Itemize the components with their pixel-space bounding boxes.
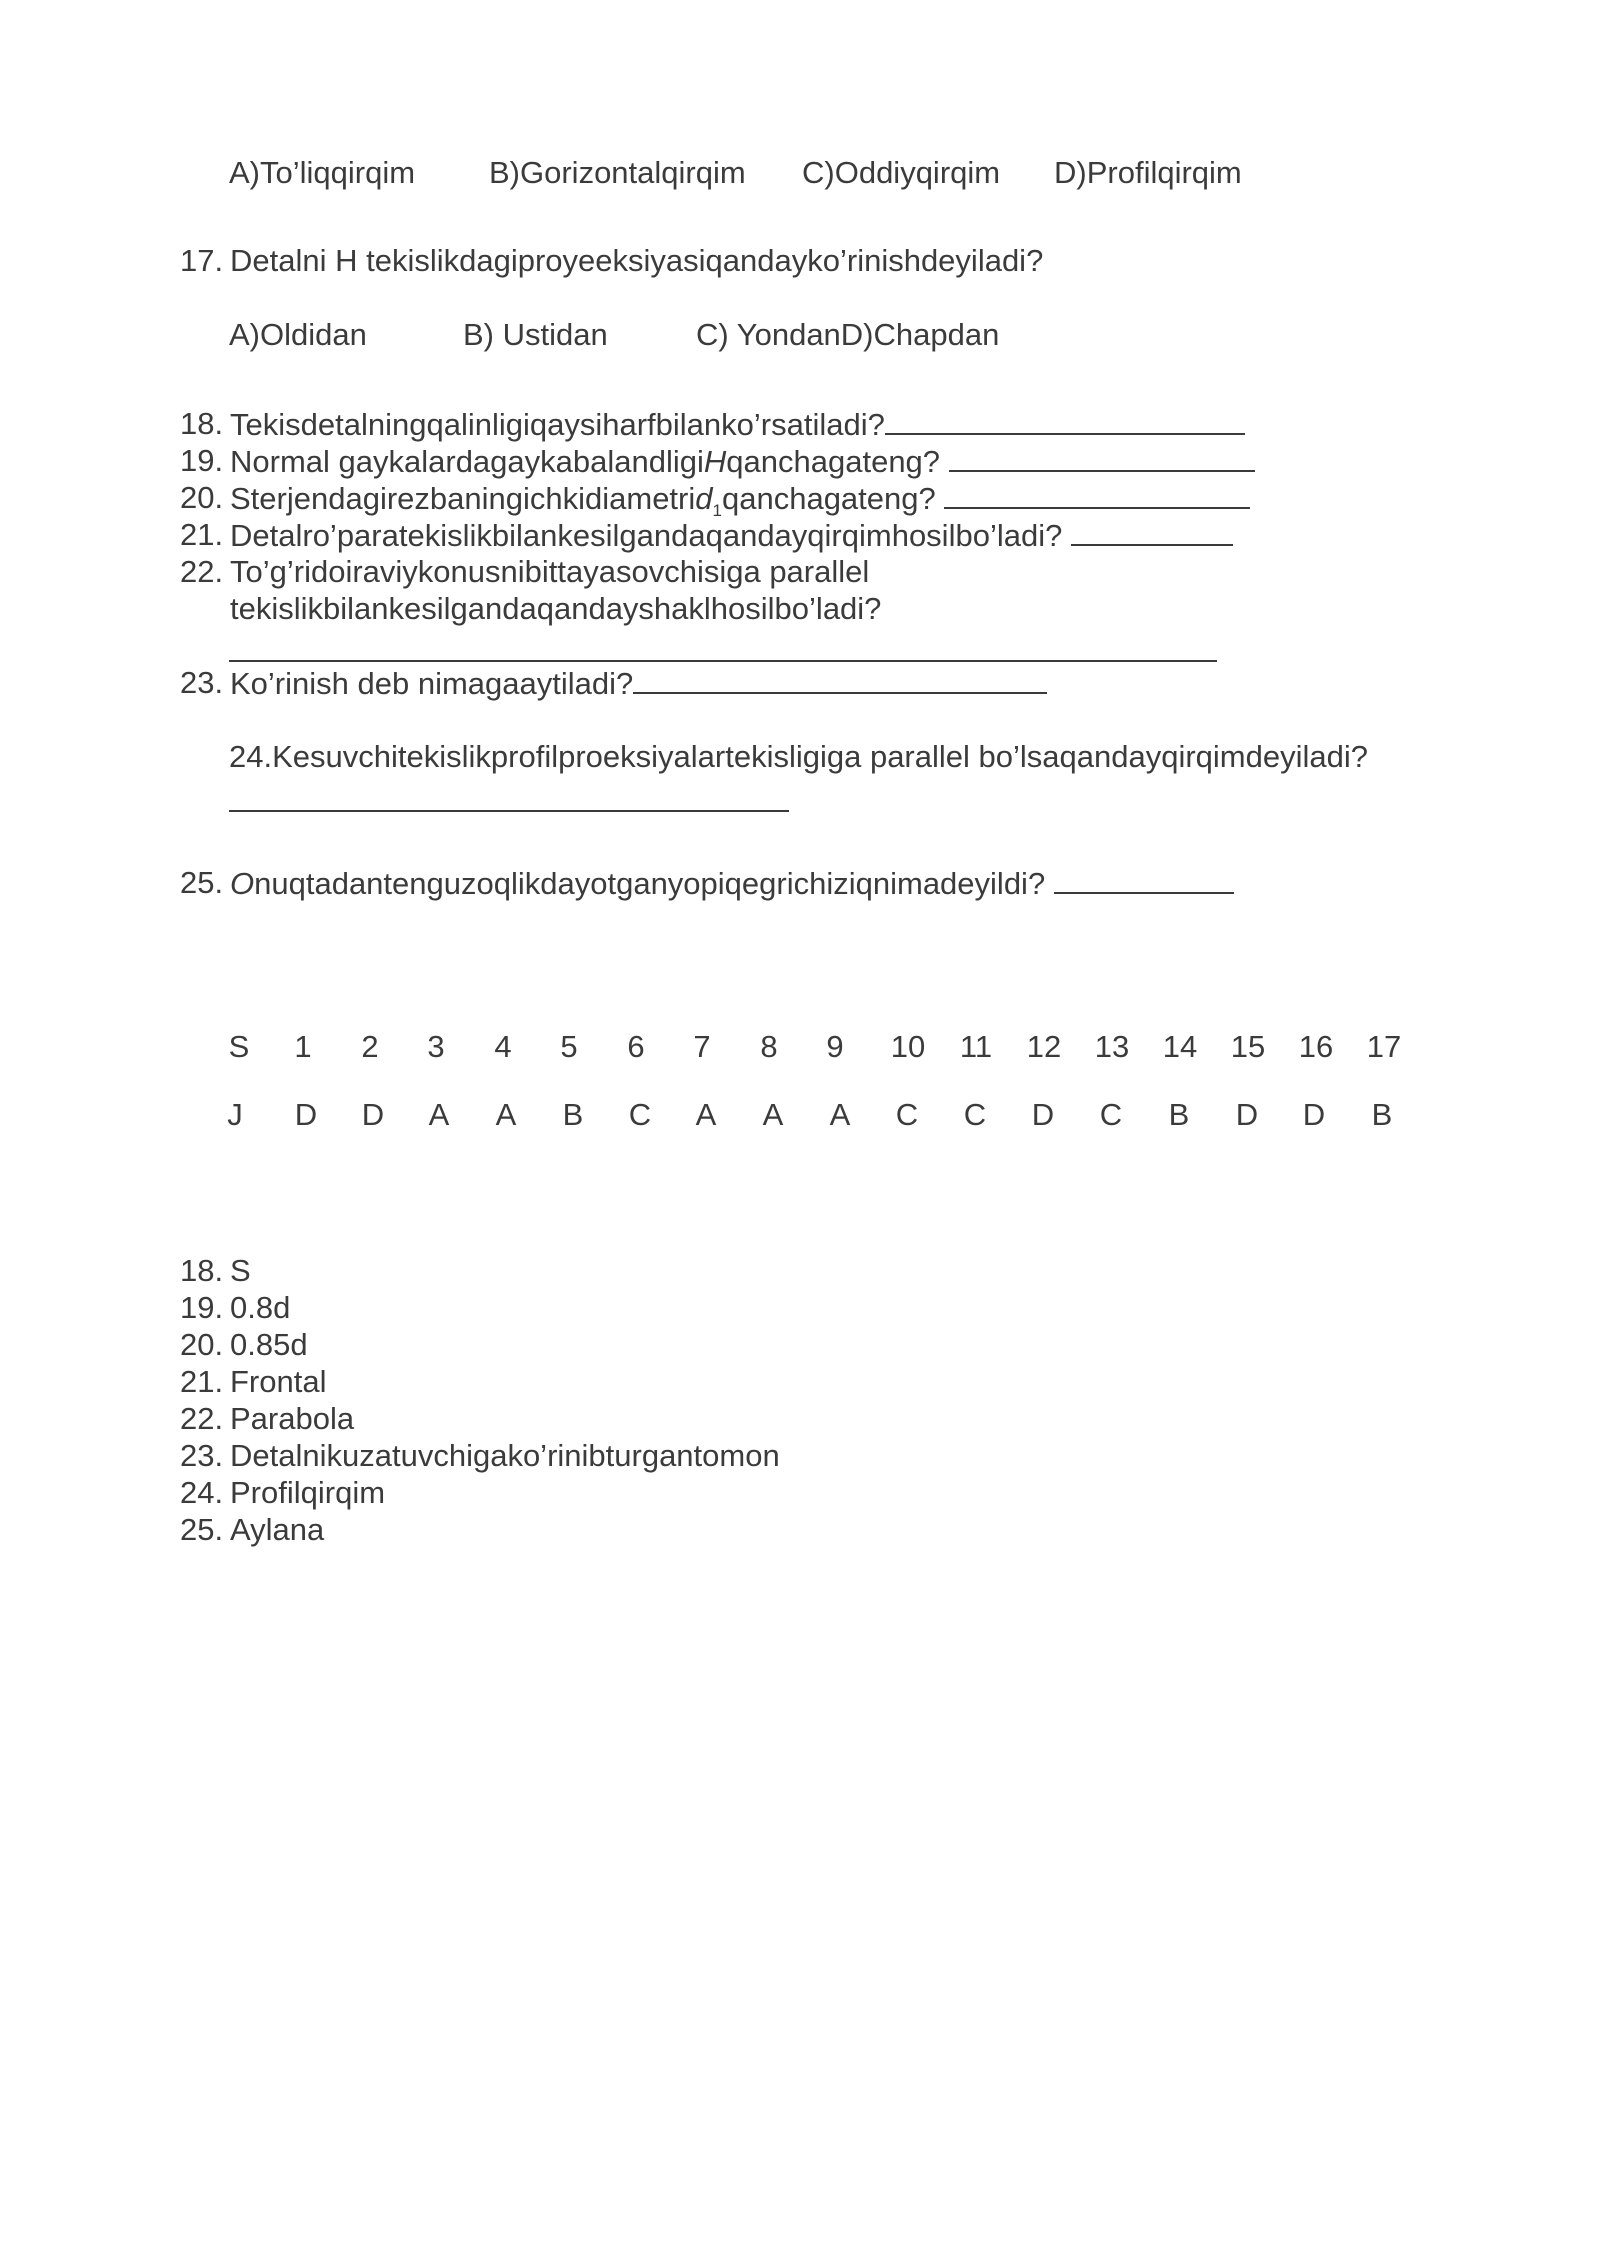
- answer-key-header-cell: 6: [627, 1029, 645, 1064]
- answer-blank[interactable]: [1071, 516, 1233, 546]
- answer-key-answer-cell: D: [1031, 1097, 1055, 1132]
- list-item-number: 21.: [180, 1364, 224, 1399]
- list-item-number: 23.: [180, 1438, 224, 1473]
- question-number: 19.: [180, 443, 224, 478]
- question-20: [0, 479, 1600, 521]
- answer-key-header-cell: 4: [494, 1029, 512, 1064]
- question-text: Detalni H tekislikdagiproyeeksiyasiqandayko’rinishdeyiladi?: [230, 243, 1044, 278]
- q16-option-d: D)Profilqirqim: [1054, 155, 1242, 190]
- answer-key-header-cell: 17: [1366, 1029, 1402, 1064]
- answer-blank[interactable]: [633, 664, 1047, 694]
- list-item-number: 25.: [180, 1512, 224, 1547]
- answer-blank[interactable]: [885, 405, 1245, 435]
- list-item-number: 24.: [180, 1475, 224, 1510]
- answer-key-answer-cell: A: [495, 1097, 517, 1132]
- question-number: 23.: [180, 665, 224, 700]
- list-item: [0, 1437, 1600, 1474]
- answer-key-answer-cell: C: [628, 1097, 652, 1132]
- answer-blank[interactable]: [944, 479, 1250, 509]
- q24-answer-line[interactable]: [229, 810, 789, 812]
- question-number: 25.: [180, 865, 224, 900]
- question-text: Tekisdetalningqalinligiqaysiharfbilanko’rsatiladi?: [230, 405, 1245, 443]
- list-item: [0, 1400, 1600, 1437]
- list-item-text: Aylana: [230, 1512, 325, 1547]
- answer-key-header-cell: 2: [361, 1029, 379, 1064]
- list-item: [0, 1289, 1600, 1326]
- question-text: Ko’rinish deb nimagaaytiladi?: [230, 664, 1047, 702]
- answer-key-header-cell: 13: [1094, 1029, 1130, 1064]
- answer-key-answers-row: [0, 1096, 1600, 1133]
- answer-key-header-cell: 15: [1230, 1029, 1266, 1064]
- list-item-text: Detalnikuzatuvchigako’rinibturgantomon: [230, 1438, 780, 1473]
- answer-key-answer-cell: B: [1168, 1097, 1190, 1132]
- list-item-text: 0.85d: [230, 1327, 308, 1362]
- question-text: 24.Kesuvchitekislikprofilproeksiyalartekisligiga parallel bo’lsaqandayqirqimdeyiladi?: [229, 739, 1368, 774]
- q17-option-cd: C) YondanD)Chapdan: [696, 317, 1000, 352]
- q16-options: [0, 154, 1600, 191]
- question-24: [0, 738, 1600, 775]
- q17-option-a: A)Oldidan: [229, 317, 367, 352]
- question-25: [0, 864, 1600, 901]
- list-item-text: Frontal: [230, 1364, 327, 1399]
- question-text-line-2: tekislikbilankesilgandaqandayshaklhosilbo’ladi?: [230, 591, 882, 626]
- answer-key-answer-cell: A: [829, 1097, 851, 1132]
- q16-option-c: C)Oddiyqirqim: [802, 155, 1001, 190]
- question-text: Detalro’paratekislikbilankesilgandaqandayqirqimhosilbo’ladi?: [230, 516, 1233, 554]
- answer-key-header-row: [0, 1028, 1600, 1065]
- answer-key-answer-cell: D: [1302, 1097, 1326, 1132]
- answer-key-answer-cell: D: [1235, 1097, 1259, 1132]
- question-number: 18.: [180, 406, 224, 441]
- question-text: Onuqtadantenguzoqlikdayotganyopiqegrichiziqnimadeyildi?: [230, 864, 1234, 902]
- list-item: [0, 1326, 1600, 1363]
- list-item-text: S: [230, 1253, 251, 1288]
- q17-option-b: B) Ustidan: [463, 317, 608, 352]
- answer-key-answer-cell: B: [1371, 1097, 1393, 1132]
- list-item-text: Profilqirqim: [230, 1475, 386, 1510]
- answer-key-answer-cell: C: [963, 1097, 987, 1132]
- question-number: 21.: [180, 517, 224, 552]
- question-text-line-1: To’g’ridoiraviykonusnibittayasovchisiga parallel: [230, 554, 870, 589]
- answer-key-header-cell: 1: [294, 1029, 312, 1064]
- list-item-number: 20.: [180, 1327, 224, 1362]
- question-number: 20.: [180, 480, 224, 515]
- answer-key-header-cell: 8: [760, 1029, 778, 1064]
- answer-blank[interactable]: [1054, 864, 1234, 894]
- question-text: Sterjendagirezbaningichkidiametrid$_1$qanchagateng?: [230, 479, 1250, 517]
- answer-blank[interactable]: [949, 442, 1255, 472]
- question-19: [0, 442, 1600, 479]
- answer-key-header-cell: 12: [1026, 1029, 1062, 1064]
- answer-key-answer-cell: A: [695, 1097, 717, 1132]
- answer-key-header-cell: 7: [693, 1029, 711, 1064]
- answer-key-answer-cell: C: [1099, 1097, 1123, 1132]
- list-item-number: 19.: [180, 1290, 224, 1325]
- list-item-number: 18.: [180, 1253, 224, 1288]
- answer-key-answer-cell: D: [361, 1097, 385, 1132]
- answer-key-answer-cell: D: [294, 1097, 318, 1132]
- question-22: [0, 553, 1600, 590]
- list-item-text: 0.8d: [230, 1290, 291, 1325]
- question-number: 22.: [180, 554, 224, 589]
- list-item: [0, 1363, 1600, 1400]
- list-item: [0, 1511, 1600, 1548]
- answer-key-header-cell: 5: [560, 1029, 578, 1064]
- answer-key-header-cell: 9: [826, 1029, 844, 1064]
- list-item: [0, 1474, 1600, 1511]
- q22-answer-line[interactable]: [229, 660, 1217, 662]
- answer-key-answer-cell: C: [895, 1097, 919, 1132]
- q16-option-b: B)Gorizontalqirqim: [489, 155, 746, 190]
- answer-key-answer-cell: J: [227, 1097, 243, 1132]
- question-18: [0, 405, 1600, 442]
- list-item: [0, 1252, 1600, 1289]
- answer-key-answer-cell: A: [762, 1097, 784, 1132]
- question-21: [0, 516, 1600, 553]
- question-22-cont: [0, 590, 1600, 627]
- answer-key-header-cell: 14: [1162, 1029, 1198, 1064]
- q17-options: [0, 316, 1600, 353]
- answer-key-answer-cell: B: [562, 1097, 584, 1132]
- answer-key-header-cell: 10: [890, 1029, 926, 1064]
- answer-key-header-cell: S: [228, 1029, 250, 1064]
- question-23: [0, 664, 1600, 701]
- answer-key-answer-cell: A: [428, 1097, 450, 1132]
- answer-key-header-cell: 3: [427, 1029, 445, 1064]
- question-17: [0, 242, 1600, 279]
- answer-key-header-cell: 16: [1298, 1029, 1334, 1064]
- question-text: Normal gaykalardagaykabalandligiHqanchagateng?: [230, 442, 1255, 480]
- question-number: 17.: [180, 243, 224, 278]
- list-item-text: Parabola: [230, 1401, 355, 1436]
- answer-key-header-cell: 11: [959, 1029, 993, 1064]
- q16-option-a: A)To’liqqirqim: [229, 155, 416, 190]
- list-item-number: 22.: [180, 1401, 224, 1436]
